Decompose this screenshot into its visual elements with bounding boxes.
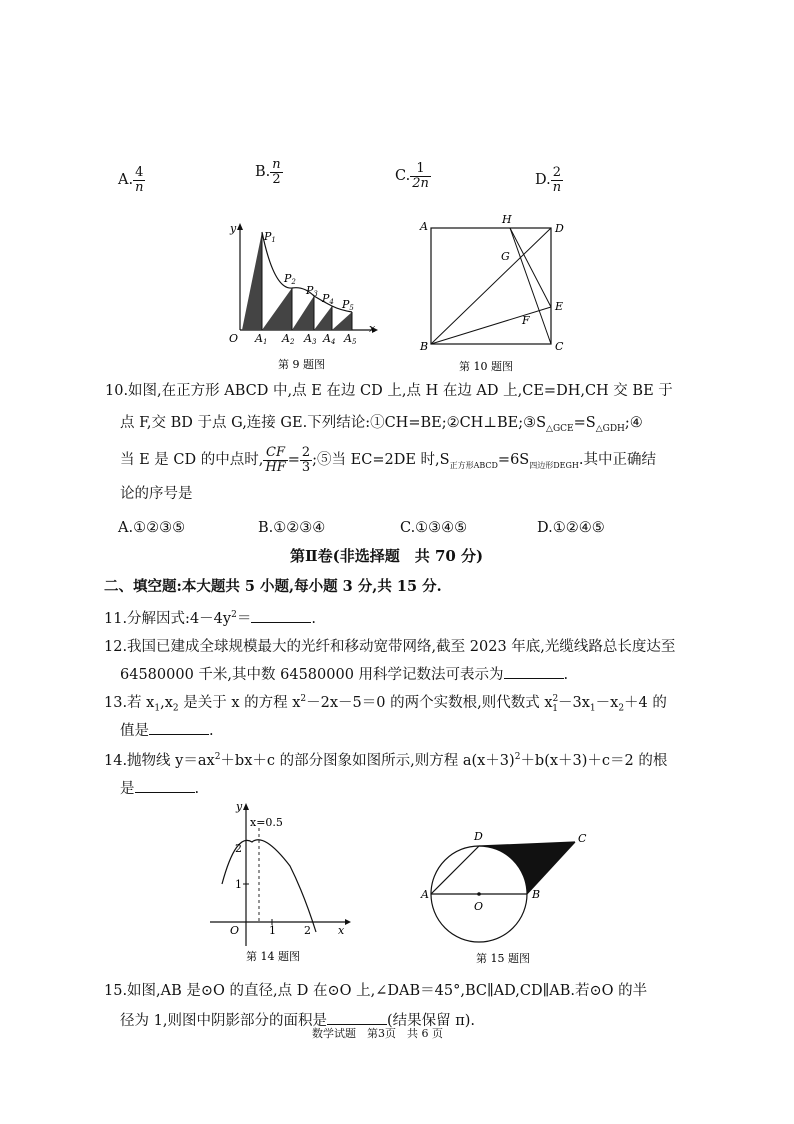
- fig9-x-label: x: [369, 322, 376, 335]
- q9-option-a: A. $\frac{4}{n}$: [118, 165, 144, 195]
- page-footer: 数学试题 第3页 共 6 页: [312, 1027, 443, 1040]
- fig15-label-b: B: [532, 888, 541, 901]
- fig9-triangle-3: [292, 296, 314, 330]
- fig10-label-f: F: [522, 314, 530, 327]
- fig10-label-h: H: [502, 213, 512, 226]
- fig9-a5-label: A5: [344, 332, 357, 346]
- fig15-caption: 第 15 题图: [476, 952, 530, 965]
- fig15-label-d: D: [474, 830, 483, 843]
- section-2-title: 第Ⅱ卷(非选择题 共 70 分): [290, 547, 484, 565]
- fig10-line-be: [431, 307, 551, 344]
- fig14-caption: 第 14 题图: [246, 950, 300, 963]
- q15-line-1: 15.如图,AB 是⊙O 的直径,点 D 在⊙O 上,∠DAB＝45°,BC∥AD,CD∥AB.若⊙O 的半: [104, 983, 648, 999]
- fig10-label-b: B: [420, 340, 429, 353]
- fig10-label-g: G: [501, 250, 510, 263]
- fig9-p5-label: P5: [342, 298, 354, 312]
- fig10-label-c: C: [555, 340, 564, 353]
- fig14-origin-label: O: [230, 924, 240, 937]
- fig10-caption: 第 10 题图: [459, 360, 513, 373]
- fig9-origin-label: O: [229, 332, 239, 345]
- fig10-line-ch: [510, 228, 551, 344]
- q15-blank: [327, 1012, 387, 1025]
- fig10-label-a: A: [420, 220, 428, 233]
- fig14-y-arrow: [243, 803, 249, 810]
- fig9-a2-label: A2: [282, 332, 295, 346]
- fig9-y-arrow: [237, 223, 243, 230]
- q13-line-1: 13.若 $x_1,x_2$ 是关于 x 的方程 $x^2-2x-5=0$ 的两个实数根,则代数式 $x^2_1-3x_1-x_2+4$ 的: [104, 694, 667, 714]
- fig14-y-tick-1-label: 1: [235, 878, 242, 891]
- fig14-y-label: y: [236, 800, 243, 813]
- q12-line-1: 12.我国已建成全球规模最大的光纤和移动宽带网络,截至 2023 年底,光缆线路总长度达至: [104, 639, 676, 655]
- q9-option-d: D. $\frac{2}{n}$: [535, 165, 562, 195]
- q10-option-b: B.①②③④: [258, 520, 326, 536]
- fig14-x-tick-2-label: 2: [304, 924, 311, 937]
- fig9-caption: 第 9 题图: [278, 358, 325, 371]
- q10-option-d: D.①②④⑤: [537, 520, 605, 536]
- fig15-center-dot: [477, 892, 481, 896]
- fig9-p3-label: P3: [306, 284, 318, 298]
- fig9-p1-label: P1: [264, 230, 276, 244]
- q11-blank: [251, 610, 311, 623]
- q14-line-2: 是 .: [120, 781, 200, 797]
- q10-line-4: 论的序号是: [120, 486, 193, 502]
- q9-option-b: B. $\frac{n}{2}$: [255, 157, 281, 187]
- q10-option-a: A.①②③⑤: [118, 520, 186, 536]
- q10-option-c: C.①③④⑤: [400, 520, 468, 536]
- q15-line-2: 径为 1,则图中阴影部分的面积是 (结果保留 π).: [120, 1013, 476, 1029]
- q10-line-1: 10.如图,在正方形 ABCD 中,点 E 在边 CD 上,点 H 在边 AD 上,CE=DH,CH 交 BE 于: [105, 383, 673, 399]
- fig9-triangle-5: [332, 312, 352, 330]
- fig14-y-tick-2-label: 2: [235, 842, 242, 855]
- fig15-label-a: A: [421, 888, 429, 901]
- fig9-a1-label: A1: [255, 332, 268, 346]
- q12-blank: [504, 666, 564, 679]
- fig10-line-bd: [431, 228, 551, 344]
- q14-line-1: 14.抛物线 $y=ax^2+bx+c$ 的部分图象如图所示,则方程 $a(x+3)^2+b(x+3)+c=2$ 的根: [104, 752, 668, 769]
- fig15-chord-ad: [431, 846, 479, 894]
- fig9-p4-label: P4: [322, 292, 334, 306]
- q10-line-2: 点 F,交 BD 于点 G,连接 GE.下列结论$:①CH=BE;②CH\perp BE;③S_{\triangle GCE}=S_{\triangle GDH};④$: [120, 415, 643, 434]
- fig9-curve: [262, 232, 352, 312]
- section-2-intro: 二、填空题:本大题共 5 小题,每小题 3 分,共 15 分.: [104, 578, 442, 595]
- q14-blank: [135, 780, 195, 793]
- fig9-triangle-2: [262, 288, 292, 330]
- fig15-shaded-region: [479, 842, 575, 894]
- fig14-symmetry-label: x=0.5: [250, 816, 283, 829]
- q13-line-2: 值是 .: [120, 723, 214, 739]
- figure-9: [222, 218, 382, 378]
- fig9-triangle-4: [314, 306, 332, 330]
- fig10-label-e: E: [555, 300, 564, 313]
- fig15-label-o: O: [474, 900, 484, 913]
- fig9-p2-label: P2: [284, 272, 296, 286]
- fig15-label-c: C: [578, 832, 587, 845]
- figure-14: [200, 796, 360, 970]
- fig10-line-ge: [510, 228, 551, 307]
- fig9-y-label: y: [230, 222, 237, 235]
- q11: 11.分解因式$:4-4y^2=$ .: [104, 610, 316, 627]
- fig10-label-d: D: [555, 222, 564, 235]
- fig9-a3-label: A3: [304, 332, 317, 346]
- q10-line-3: 当 E 是 CD 的中点时, $\frac{CF}{HF}$ = $\frac{2}{3}$ ;⑤当 EC=2DE 时$,S_{正方形ABCD}=6S_{四边形DEGH}$.其中正确结: [120, 445, 656, 475]
- fig14-x-arrow: [345, 919, 351, 925]
- figure-15: [420, 800, 600, 972]
- fig9-a4-label: A4: [323, 332, 336, 346]
- fig9-triangle-1: [242, 232, 262, 330]
- figure-10: [415, 212, 565, 378]
- q12-line-2: 64580000 千米,其中数 64580000 用科学记数法可表示为 .: [120, 667, 569, 683]
- fig14-x-label: x: [338, 924, 345, 937]
- fig14-x-tick-1-label: 1: [269, 924, 276, 937]
- q13-blank: [149, 722, 209, 735]
- q9-option-c: C. $\frac{1}{2n}$: [395, 161, 429, 191]
